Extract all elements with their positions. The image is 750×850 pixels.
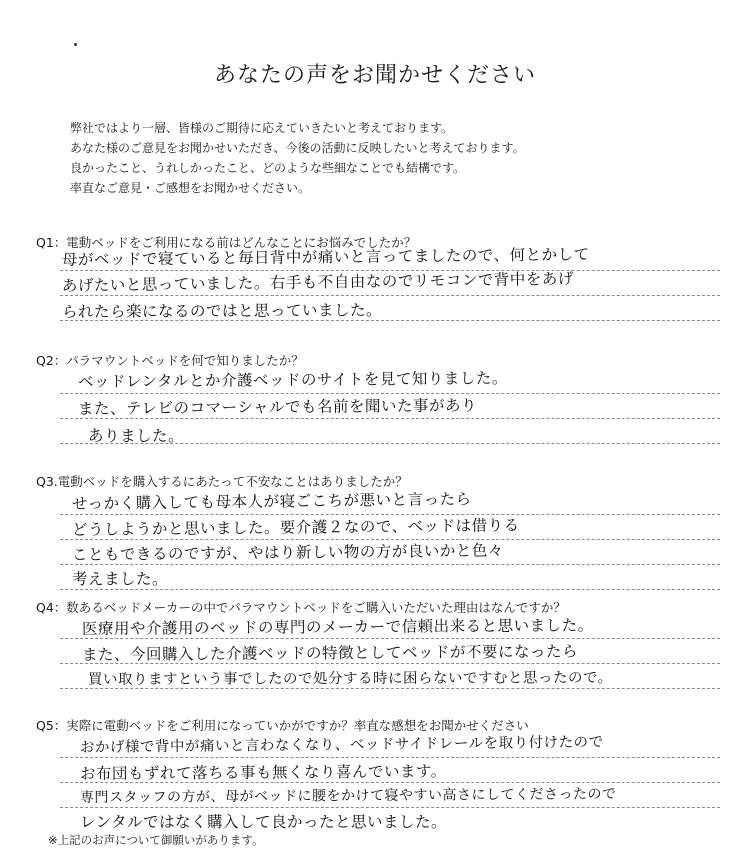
- question-2-answer-line: また、テレビのコマーシャルでも名前を聞いた事があり: [77, 396, 478, 419]
- question-2-answer-line: ありました。: [88, 427, 185, 445]
- question-5-answer-line: お布団もずれて落ちる事も無くなり喜んでいます。: [79, 762, 447, 783]
- scan-speck: [74, 43, 77, 46]
- question-4-answer-line: また、今回購入した介護ベッドの特徴としてベッドが不要になったら: [81, 642, 578, 664]
- question-1-answer-line: あげたいと思っていました。右手も不自由なのでリモコンで背中をあげ: [61, 269, 574, 296]
- question-1-label: Q1：電動ベッドをご利用になる前はどんなことにお悩みでしたか？: [36, 235, 417, 250]
- question-1-answer-line: 母がベッドで寝ていると毎日背中が痛いと言ってましたので、何とかして: [61, 245, 590, 270]
- intro-text: [70, 118, 710, 198]
- page-title: あなたの声をお聞かせください: [213, 63, 536, 88]
- question-1-answer-line: られたら楽になるのではと思っていました。: [61, 301, 383, 321]
- question-4-answer-line: 医療用や介護用のベッドの専門のメーカーで信頼出来ると思いました。: [81, 616, 594, 638]
- question-5-label: Q5：実際に電動ベッドをご利用になっていかがですか？率直な感想をお聞かせください: [36, 718, 529, 733]
- answer-rule: [60, 807, 720, 808]
- question-4-answer-line: 買い取りますという事でしたので処分する時に困らないですむと思ったので。: [87, 670, 613, 688]
- question-2-answer-line: ベッドレンタルとか介護ベッドのサイトを見て知りました。: [77, 369, 508, 392]
- question-3-answer-line: こともできるのですが、やはり新しい物の方が良いかと色々: [71, 541, 504, 565]
- question-3-answer-line: せっかく購入しても母本人が寝ごこちが悪いと言ったら: [71, 490, 472, 514]
- answer-rule: [60, 757, 720, 758]
- footer-note: ※上記のお声について御願いがあります。: [48, 833, 264, 847]
- question-4-label: Q4：数あるベッドメーカーの中でパラマウントベッドをご購入いただいた理由はなんですか？: [36, 600, 566, 615]
- question-3-answer-line: 考えました。: [72, 570, 169, 588]
- intro-line: あなた様のご意見をお聞かせいただき、今後の活動に反映したいと考えております。: [70, 141, 525, 155]
- question-2-label: Q2：パラマウントベッドを何で知りましたか？: [36, 353, 304, 368]
- answer-rule: [60, 564, 720, 565]
- answer-rule: [60, 295, 720, 296]
- question-5-answer-line: レンタルではなく購入して良かったと思いました。: [80, 813, 447, 831]
- question-3-label: Q3.電動ベッドを購入するにあたって不安なことはありましたか？: [36, 474, 408, 489]
- intro-line: 弊社ではより一層、皆様のご期待に応えていきたいと考えております。: [70, 121, 454, 135]
- intro-line: 良かったこと、うれしかったこと、どのような些細なことでも結構です。: [70, 161, 466, 175]
- intro-line: 率直なご意見・ご感想をお聞かせください。: [70, 181, 311, 195]
- question-3-answer-line: どうしようかと思いました。要介護２なので、ベッドは借りる: [71, 516, 520, 540]
- question-5-answer-line: 専門スタッフの方が、母がベッドに腰をかけて寝やすい高さにしてくださったので: [79, 786, 617, 806]
- question-5-answer-line: おかげ様で背中が痛いと言わなくなり、ベッドサイドレールを取り付けたので: [79, 734, 604, 757]
- answer-rule: [60, 589, 720, 590]
